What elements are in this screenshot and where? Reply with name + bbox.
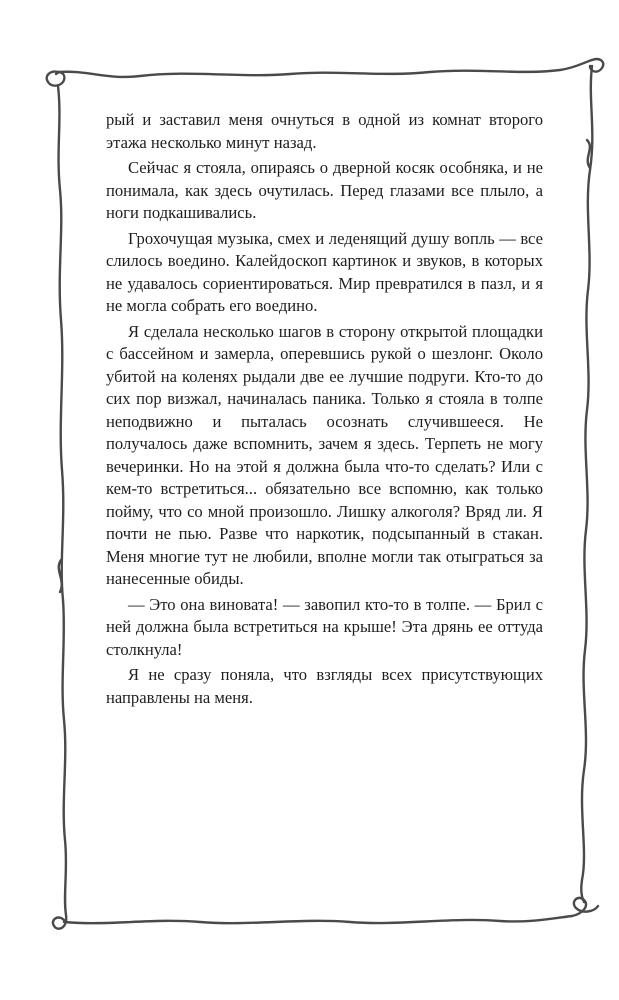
paragraph: — Это она виновата! — завопил кто-то в толпе. — Брил с ней должна была встретиться на крыше! Эта дрянь ее оттуда столкнула!	[106, 594, 543, 659]
paragraph: рый и заставил меня очнуться в одной из комнат второго этажа несколько минут назад.	[106, 110, 543, 152]
paragraph: Я сделала несколько шагов в сторону открытой площадки с бассейном и замерла, оперевшись рукой о шезлонг. Около убитой на коленях рыдали две ее лучшие подруги. Кто-то до сих пор визжал, начиналась паника. Только я стояла в толпе неподвижно и пыталась осознать случившееся. Не получалось даже вспомнить, зачем я здесь. Терпеть не могу вечеринки. Но на этой я должна была что-то сделать? Или с кем-то встретиться... обязательно все вспомню, как только пойму, что со мной произошло. Лишку алкоголя? Вряд ли. Я почти не пью. Разве что наркотик, подсыпанный в стакан. Меня многие тут не любили, вполне могли так отыграться за нанесенные обиды.	[106, 321, 543, 588]
paragraph: Сейчас я стояла, опираясь о дверной косяк особняка, и не понимала, как здесь очутилась. Перед глазами все плыло, а ноги подкашивались.	[106, 158, 543, 222]
paragraph: Я не сразу поняла, что взгляды всех присутствующих направлены на меня.	[106, 665, 543, 707]
paragraph: Грохочущая музыка, смех и леденящий душу вопль — все слилось воедино. Калейдоскоп картинок и звуков, в которых не удавалось сориентироваться. Мир превратился в пазл, и я не могла собрать его воедино.	[106, 228, 543, 315]
page-text	[106, 109, 543, 712]
